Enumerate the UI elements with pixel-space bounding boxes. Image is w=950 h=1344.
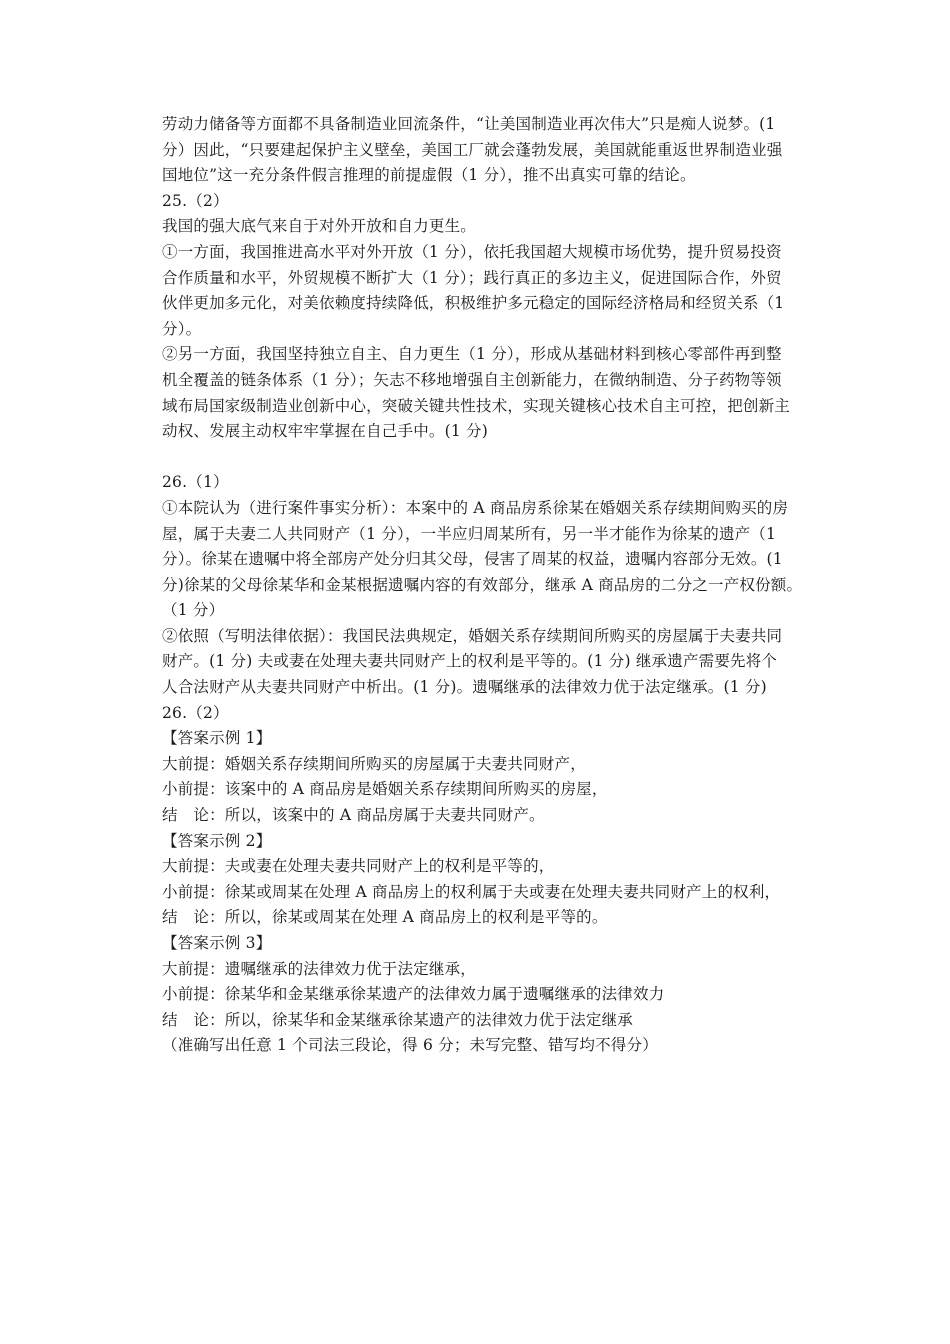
text-line: 小前提：徐某或周某在处理 A 商品房上的权利属于夫或妻在处理夫妻共同财产上的权利， bbox=[162, 882, 781, 901]
text-line: 结 论：所以，该案中的 A 商品房属于夫妻共同财产。 bbox=[162, 806, 545, 825]
text-line: 26.（1） bbox=[162, 473, 229, 492]
text-line: 屋，属于夫妻二人共同财产（1 分），一半应归周某所有，另一半才能作为徐某的遗产（1 bbox=[162, 524, 777, 543]
text-line: 结 论：所以，徐某华和金某继承徐某遗产的法律效力优于法定继承 bbox=[162, 1010, 634, 1029]
text-line: 国地位”这一充分条件假言推理的前提虚假（1 分），推不出真实可靠的结论。 bbox=[162, 166, 696, 185]
text-line: （1 分） bbox=[162, 601, 225, 620]
text-line bbox=[162, 445, 794, 471]
text-line: 小前提：徐某华和金某继承徐某遗产的法律效力属于遗嘱继承的法律效力 bbox=[162, 985, 665, 1004]
text-line: 【答案示例 3】 bbox=[162, 934, 272, 952]
paragraph-blank1 bbox=[162, 445, 794, 471]
text-line: 【答案示例 1】 bbox=[162, 729, 272, 748]
text-line: （准确写出任意 1 个司法三段论，得 6 分；未写完整、错写均不得分） bbox=[162, 1036, 658, 1055]
text-line: 大前提：婚姻关系存续期间所购买的房屋属于夫妻共同财产， bbox=[162, 754, 586, 773]
text-line: 动权、发展主动权牢牢掌握在自己手中。(1 分) bbox=[162, 422, 488, 441]
paragraph-p4 bbox=[162, 342, 794, 444]
text-line: 分)徐某的父母徐某华和金某根据遗嘱内容的有效部分，继承 A 商品房的二分之一产权份额。 bbox=[162, 575, 803, 594]
paragraph-p3 bbox=[162, 240, 794, 342]
text-line: 劳动力储备等方面都不具备制造业回流条件，“让美国制造业再次伟大”只是痴人说梦。(1 bbox=[162, 115, 776, 133]
text-line: ②依照（写明法律依据）：我国民法典规定，婚姻关系存续期间所购买的房屋属于夫妻共同 bbox=[162, 626, 783, 645]
text-line: 结 论：所以，徐某或周某在处理 A 商品房上的权利是平等的。 bbox=[162, 908, 608, 927]
text-line: ①本院认为（进行案件事实分析）：本案中的 A 商品房系徐某在婚姻关系存续期间购买的房 bbox=[162, 498, 789, 517]
text-line: 我国的强大底气来自于对外开放和自力更生。 bbox=[162, 217, 477, 236]
paragraph-ex1 bbox=[162, 726, 794, 752]
text-line: 小前提：该案中的 A 商品房是婚姻关系存续期间所购买的房屋， bbox=[162, 780, 608, 799]
text-line: 大前提：夫或妻在处理夫妻共同财产上的权利是平等的， bbox=[162, 857, 555, 876]
text-line: 【答案示例 2】 bbox=[162, 831, 272, 850]
paragraph-ex1-body bbox=[162, 752, 794, 829]
text-line: 人合法财产从夫妻共同财产中析出。(1 分)。遗嘱继承的法律效力优于法定继承。(1 分) bbox=[162, 678, 767, 697]
paragraph-p1 bbox=[162, 112, 794, 189]
text-line: 25.（2） bbox=[162, 191, 229, 210]
text-line: ②另一方面，我国坚持独立自主、自力更生（1 分），形成从基础材料到核心零部件再到整 bbox=[162, 345, 782, 364]
paragraph-q26-2 bbox=[162, 701, 794, 727]
text-line: 分）。徐某在遗嘱中将全部房产处分归其父母，侵害了周某的权益，遗嘱内容部分无效。(1 bbox=[162, 550, 783, 569]
text-line: 26.（2） bbox=[162, 703, 229, 722]
text-line: 大前提：遗嘱继承的法律效力优于法定继承， bbox=[162, 959, 477, 978]
document-page bbox=[162, 112, 803, 1059]
text-line: 财产。(1 分) 夫或妻在处理夫妻共同财产上的权利是平等的。(1 分) 继承遗产需要先将个 bbox=[162, 652, 778, 671]
text-line: 域布局国家级制造业创新中心，突破关键共性技术，实现关键核心技术自主可控，把创新主 bbox=[162, 396, 791, 415]
text-line: ①一方面，我国推进高水平对外开放（1 分），依托我国超大规模市场优势，提升贸易投资 bbox=[162, 242, 782, 261]
paragraph-ex3 bbox=[162, 931, 794, 957]
paragraph-q26-1 bbox=[162, 470, 794, 496]
text-line: 伙伴更加多元化，对美依赖度持续降低，积极维护多元稳定的国际经济格局和经贸关系（1 bbox=[162, 294, 785, 313]
text-line: 机全覆盖的链条体系（1 分）；矢志不移地增强自主创新能力，在微纳制造、分子药物等领 bbox=[162, 370, 782, 389]
paragraph-p6 bbox=[162, 624, 794, 701]
text-line: 分）因此，“只要建起保护主义壁垒，美国工厂就会蓬勃发展，美国就能重返世界制造业强 bbox=[162, 140, 783, 159]
paragraph-note bbox=[162, 1033, 794, 1059]
paragraph-ex2 bbox=[162, 829, 794, 855]
text-line: 合作质量和水平，外贸规模不断扩大（1 分）；践行真正的多边主义，促进国际合作，外贸 bbox=[162, 268, 782, 287]
text-line: 分）。 bbox=[162, 319, 202, 338]
paragraph-ex2-body bbox=[162, 854, 794, 931]
paragraph-q25-2 bbox=[162, 189, 794, 215]
paragraph-p5 bbox=[162, 496, 803, 624]
paragraph-p2 bbox=[162, 214, 794, 240]
paragraph-ex3-body bbox=[162, 957, 794, 1034]
